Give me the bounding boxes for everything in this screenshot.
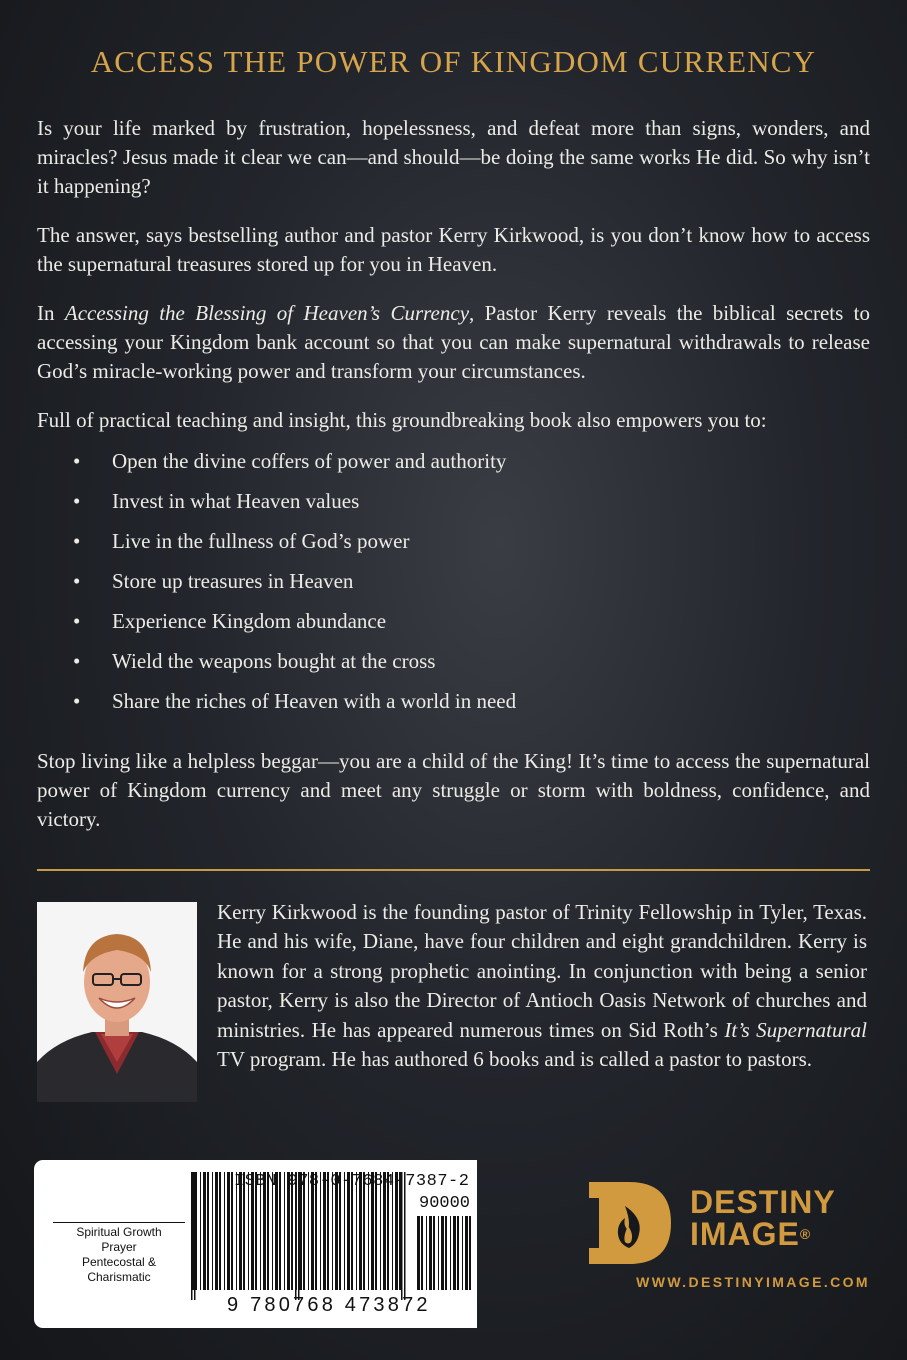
bullet-icon: • (73, 689, 81, 713)
destiny-image-d-flame-icon (585, 1178, 675, 1268)
divider (37, 869, 870, 871)
author-bio (217, 898, 867, 1074)
bullet-icon: • (73, 529, 81, 553)
list-item-text: Share the riches of Heaven with a world in need (112, 689, 517, 713)
list-item-text: Open the divine coffers of power and authority (112, 449, 507, 473)
category-list (53, 1222, 185, 1285)
category-item: Spiritual Growth (76, 1225, 162, 1239)
paragraph-list-intro: Full of practical teaching and insight, this groundbreaking book also empowers you to: (37, 408, 767, 432)
category-item: Prayer (101, 1240, 137, 1254)
bullet-icon: • (73, 569, 81, 593)
description (37, 114, 870, 854)
registered-mark: ® (799, 1226, 812, 1242)
list-item (37, 527, 870, 567)
list-item-text: Live in the fullness of God’s power (112, 529, 410, 553)
list-item (37, 607, 870, 647)
author-bio-rest: TV program. He has authored 6 books and is called a pastor to pastors. (217, 1047, 813, 1072)
isbn: ISBN 978-0-7684-7387-2 (234, 1172, 470, 1191)
list-item-text: Store up treasures in Heaven (112, 569, 354, 593)
bullet-icon: • (73, 609, 81, 633)
list-item (37, 647, 870, 687)
publisher-name (690, 1186, 836, 1250)
paragraph-book-lead: In (37, 301, 65, 325)
paragraph-closing: Stop living like a helpless beggar—you are a child of the King! It’s time to access the supernatural power of Kingdom currency and meet any struggle or storm with boldness, confidence, and victory. (37, 749, 870, 831)
headline: ACCESS THE POWER OF KINGDOM CURRENCY (90, 44, 817, 79)
tv-show-title: It’s Supernatural (724, 1017, 867, 1042)
bullet-icon: • (73, 449, 81, 473)
author-bio-lead: Kerry Kirkwood is the founding pastor of Trinity Fellowship in Tyler, Texas. He and his wife, Diane, have four children and eight grandchildren. Kerry is known for a strong prophetic anointing. In conjunction with being a senior pastor, Kerry is also the Director of Antioch Oasis Network of churches and ministries. He has appeared numerous times on Sid Roth’s (217, 900, 867, 1042)
paragraph-intro: Is your life marked by frustration, hopelessness, and defeat more than signs, wonders, and miracles? Jesus made it clear we can—and should—be doing the same works He did. So why isn’t it happening? (37, 116, 870, 198)
price-code: 90000 (419, 1194, 471, 1213)
bullet-icon: • (73, 649, 81, 673)
paragraph-book-rest: , Pastor Kerry reveals the biblical secrets to accessing your Kingdom bank account so that you can make supernatural withdrawals to release God’s miracle-working power and transform your circumstances. (37, 301, 870, 383)
category-item: Pentecostal & Charismatic (81, 1255, 157, 1284)
publisher-logo (585, 1174, 870, 1294)
barcode-panel (34, 1160, 477, 1328)
paragraph-book (37, 299, 870, 386)
list-item-text: Experience Kingdom abundance (112, 609, 387, 633)
list-item-text: Wield the weapons bought at the cross (112, 649, 436, 673)
list-item (37, 687, 870, 727)
benefit-list (37, 447, 870, 727)
author-portrait-icon (37, 902, 197, 1102)
paragraph-answer: The answer, says bestselling author and pastor Kerry Kirkwood, is you don’t know how to access the supernatural treasures stored up for you in Heaven. (37, 223, 870, 276)
list-item-text: Invest in what Heaven values (112, 489, 360, 513)
list-item (37, 487, 870, 527)
publisher-name-image: IMAGE (690, 1216, 800, 1252)
author-photo (37, 902, 197, 1102)
publisher-name-line2 (690, 1218, 836, 1250)
list-item (37, 447, 870, 487)
publisher-name-line1: DESTINY (690, 1184, 836, 1220)
ean-digits: 9 780768 473872 (227, 1294, 431, 1316)
publisher-url[interactable]: WWW.DESTINYIMAGE.COM (636, 1274, 870, 1290)
bullet-icon: • (73, 489, 81, 513)
list-item (37, 567, 870, 607)
book-title: Accessing the Blessing of Heaven’s Currency (64, 301, 470, 325)
